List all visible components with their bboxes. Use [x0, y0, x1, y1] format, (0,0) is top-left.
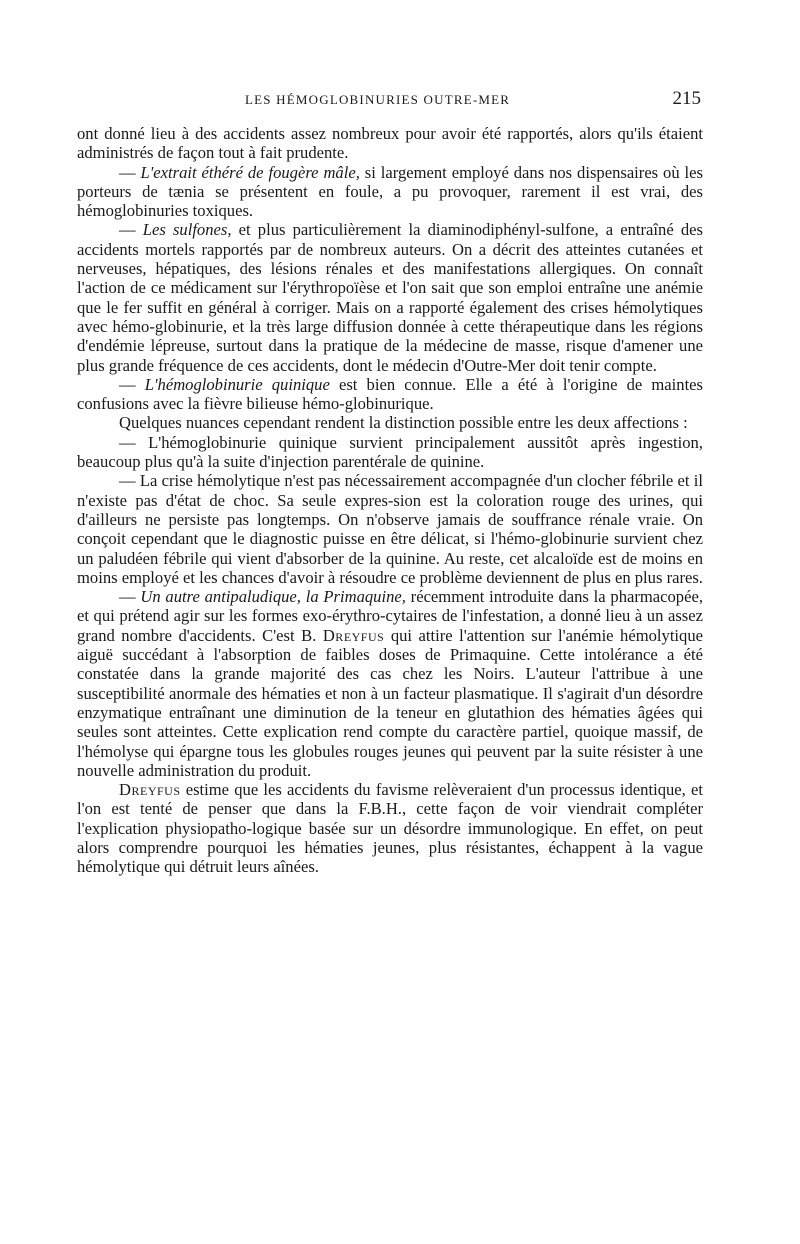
paragraph-5	[77, 413, 703, 432]
paragraph-dash: —	[119, 587, 141, 607]
paragraph-9	[77, 780, 703, 876]
paragraph-italic-lead: L'hémoglobinurie quinique	[144, 374, 330, 394]
paragraph-1	[77, 124, 703, 163]
paragraph-italic-lead: Les sulfones,	[142, 220, 232, 240]
page-number: 215	[672, 88, 701, 109]
paragraph-6	[77, 433, 703, 472]
paragraph-dash: —	[119, 374, 145, 394]
paragraph-text: récemment introduite dans la pharmacopée, et qui prétend agir sur les formes exo-érythro-cytaires de l'infestation, a donné lieu à un assez grand nombre d'accidents. C'est B.	[77, 587, 703, 645]
author-name: Dreyfus	[119, 780, 181, 800]
paragraph-text: — La crise hémolytique n'est pas nécessairement accompagnée d'un clocher fébrile et il n'existe pas d'état de choc. Sa seule expres-sion est la coloration rouge des urines, qui d'ailleurs ne persiste pas longtemps. On n'observe jamais de souffrance rénale vraie. On conçoit cependant que le diagnostic puisse en être délicat, si l'hémo-globinurie survient chez un paludéen fébrile qui vient d'absorber de la quinine. Au reste, cet alcaloïde est de moins en moins employé et les chances d'avoir à résoudre ce problème deviennent de plus en plus rares.	[77, 471, 703, 587]
paragraph-italic-lead: L'extrait éthéré de fougère mâle,	[140, 162, 360, 182]
paragraph-4	[77, 375, 703, 414]
paragraph-text: est bien connue. Elle a été à l'origine de maintes confusions avec la fièvre bilieuse hémo-globinurique.	[77, 374, 703, 414]
running-title: LES HÉMOGLOBINURIES OUTRE-MER	[245, 92, 511, 107]
book-page	[77, 88, 703, 877]
paragraph-3	[77, 220, 703, 374]
paragraph-text: estime que les accidents du favisme relèveraient d'un processus identique, et l'on est tenté de penser que dans la F.B.H., cette façon de voir viendrait compléter l'explication physiopatho-logique basée sur un désordre immunologique. En effet, on peut alors comprendre pourquoi les hématies jeunes, plus résistantes, échappent à la vague hémolytique qui détruit leurs aînées.	[77, 780, 703, 877]
paragraph-text: Quelques nuances cependant rendent la distinction possible entre les deux affections :	[119, 413, 688, 433]
paragraph-text: — L'hémoglobinurie quinique survient principalement aussitôt après ingestion, beaucoup plus qu'à la suite d'injection parentérale de quinine.	[77, 432, 703, 472]
author-name: Dreyfus	[322, 625, 385, 645]
paragraph-8	[77, 587, 703, 780]
running-header	[77, 88, 703, 114]
paragraph-text-continued: qui attire l'attention sur l'anémie hémolytique aiguë succédant à l'absorption de faibles doses de Primaquine. Cette intolérance a été constatée dans la grande majorité des cas chez les Noirs. L'auteur l'attribue à une susceptibilité anormale des hématies et non à un facteur plasmatique. Il s'agirait d'un désordre enzymatique entraînant une diminution de la teneur en glutathion des hématies âgées qui seules sont atteintes. Cette explication rend compte du caractère partiel, quoique massif, de l'hémolyse qui épargne tous les globules rouges jeunes qui peuvent par la suite résister à une nouvelle administration du produit.	[77, 625, 703, 780]
paragraph-italic-lead: Un autre antipaludique, la Primaquine,	[140, 587, 406, 607]
paragraph-dash: —	[119, 162, 141, 182]
paragraph-text: et plus particulièrement la diaminodiphényl-sulfone, a entraîné des accidents mortels rapportés par de nombreux auteurs. On a décrit des atteintes cutanées et nerveuses, hépatiques, des lésions rénales et des manifestations allergiques. On connaît l'action de ce médicament sur l'érythropoïèse et l'on sait que son emploi entraîne une anémie que le fer suffit en général à corriger. Mais on a rapporté également des crises hémolytiques avec hémo-globinurie, et la très large diffusion donnée à cette thérapeutique dans les régions d'endémie lépreuse, surtout dans la pratique de la médecine de masse, risque d'amener une plus grande fréquence de ces accidents, dont le médecin d'Outre-Mer doit tenir compte.	[77, 220, 703, 375]
paragraph-dash: —	[119, 220, 143, 240]
paragraph-7	[77, 471, 703, 587]
body-text	[77, 124, 703, 877]
paragraph-text: ont donné lieu à des accidents assez nombreux pour avoir été rapportés, alors qu'ils étaient administrés de façon tout à fait prudente.	[77, 124, 703, 163]
paragraph-2	[77, 163, 703, 221]
paragraph-text: si largement employé dans nos dispensaires où les porteurs de tænia se présentent en foule, a pu provoquer, rarement il est vrai, des hémoglobinuries toxiques.	[77, 162, 703, 221]
